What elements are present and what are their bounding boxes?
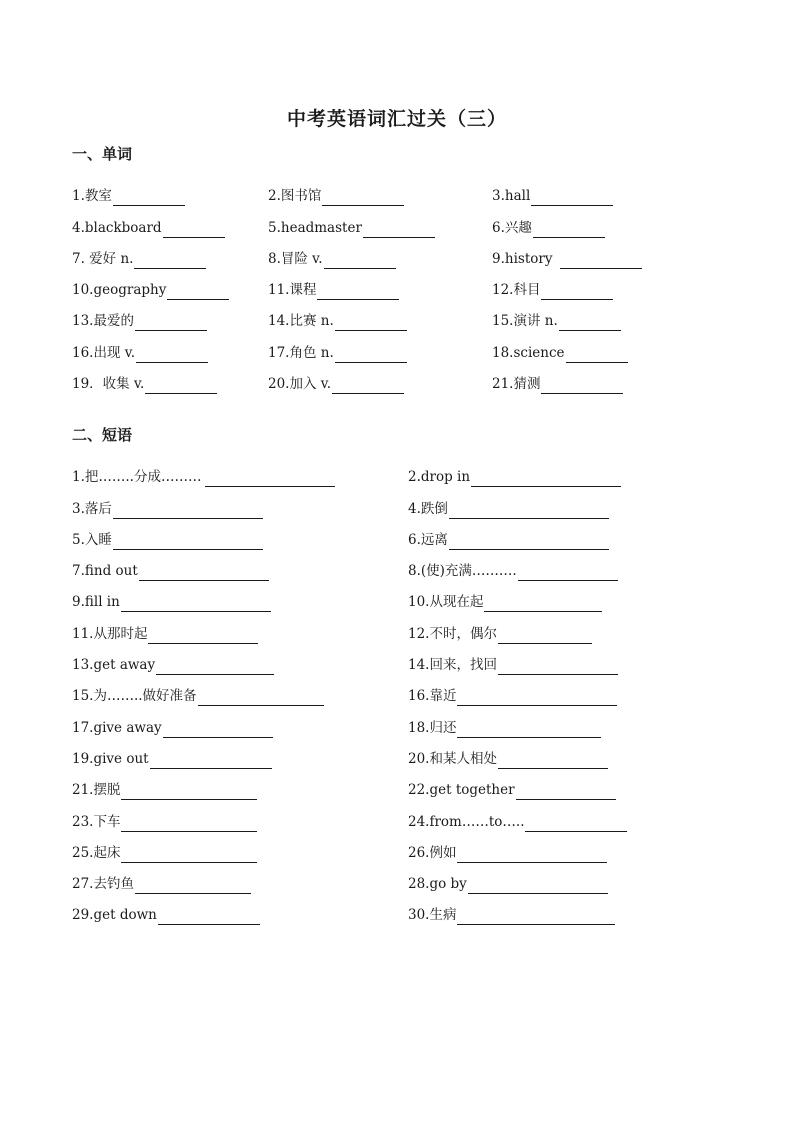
phrase-prompt: 22.get together xyxy=(408,782,515,799)
answer-blank[interactable] xyxy=(566,348,628,363)
answer-blank[interactable] xyxy=(498,754,608,769)
answer-blank[interactable] xyxy=(484,597,602,612)
phrase-prompt: 4.跌倒 xyxy=(408,500,448,517)
phrase-item xyxy=(408,738,672,769)
answer-blank[interactable] xyxy=(449,504,609,519)
phrase-item xyxy=(72,738,408,769)
word-prompt: 20.加入 v. xyxy=(268,376,332,393)
phrase-prompt: 6.远离 xyxy=(408,531,448,548)
answer-blank[interactable] xyxy=(449,535,609,550)
word-prompt: 7. 爱好 n. xyxy=(72,250,134,267)
answer-blank[interactable] xyxy=(324,254,396,269)
phrase-item xyxy=(408,863,672,894)
phrase-prompt: 2.drop in xyxy=(408,469,471,486)
word-item xyxy=(72,206,268,237)
word-prompt: 21.猜测 xyxy=(492,376,541,393)
phrase-item xyxy=(72,800,408,831)
answer-blank[interactable] xyxy=(121,848,257,863)
answer-blank[interactable] xyxy=(163,723,273,738)
answer-blank[interactable] xyxy=(113,191,185,206)
answer-blank[interactable] xyxy=(498,629,592,644)
phrase-prompt: 24.from……to….. xyxy=(408,813,525,830)
phrase-item xyxy=(72,706,408,737)
answer-blank[interactable] xyxy=(136,348,208,363)
phrase-item xyxy=(408,675,672,706)
word-prompt: 2.图书馆 xyxy=(268,188,322,205)
word-prompt: 4.blackboard xyxy=(72,219,162,236)
word-item xyxy=(492,206,672,237)
answer-blank[interactable] xyxy=(560,254,642,269)
phrase-prompt: 3.落后 xyxy=(72,500,112,517)
phrase-item xyxy=(72,832,408,863)
answer-blank[interactable] xyxy=(150,754,272,769)
phrase-item xyxy=(72,519,408,550)
answer-blank[interactable] xyxy=(121,597,271,612)
answer-blank[interactable] xyxy=(139,566,269,581)
phrase-prompt: 11.从那时起 xyxy=(72,625,148,642)
word-prompt: 11.课程 xyxy=(268,282,317,299)
section-heading-phrases: 二、短语 xyxy=(72,426,133,444)
word-item xyxy=(72,363,268,394)
word-prompt: 5.headmaster xyxy=(268,219,362,236)
word-item xyxy=(268,300,492,331)
answer-blank[interactable] xyxy=(332,379,404,394)
phrase-prompt: 27.去钓鱼 xyxy=(72,876,134,893)
phrase-prompt: 18.归还 xyxy=(408,719,457,736)
word-prompt: 12.科目 xyxy=(492,282,541,299)
phrase-item xyxy=(72,644,408,675)
word-item xyxy=(268,175,492,206)
word-item xyxy=(268,238,492,269)
word-item xyxy=(492,269,672,300)
phrase-prompt: 10.从现在起 xyxy=(408,594,484,611)
phrase-prompt: 9.fill in xyxy=(72,594,120,611)
word-prompt: 18.science xyxy=(492,344,565,361)
phrase-prompt: 13.get away xyxy=(72,657,156,674)
answer-blank[interactable] xyxy=(498,660,618,675)
phrase-item xyxy=(408,550,672,581)
phrase-prompt: 28.go by xyxy=(408,876,467,893)
phrase-item xyxy=(408,832,672,863)
word-item xyxy=(72,175,268,206)
word-item xyxy=(72,238,268,269)
answer-blank[interactable] xyxy=(113,535,263,550)
phrase-item xyxy=(408,519,672,550)
word-item xyxy=(268,363,492,394)
answer-blank[interactable] xyxy=(322,191,404,206)
word-prompt: 19．收集 v. xyxy=(72,376,145,393)
phrase-prompt: 23.下车 xyxy=(72,813,121,830)
answer-blank[interactable] xyxy=(335,348,407,363)
answer-blank[interactable] xyxy=(468,879,608,894)
phrase-prompt: 12.不时，偶尔 xyxy=(408,625,497,642)
page-title: 中考英语词汇过关（三） xyxy=(286,108,507,130)
answer-blank[interactable] xyxy=(457,691,617,706)
phrase-prompt: 14.回来，找回 xyxy=(408,657,497,674)
word-prompt: 17.角色 n. xyxy=(268,344,334,361)
answer-blank[interactable] xyxy=(148,629,258,644)
word-prompt: 6.兴趣 xyxy=(492,219,532,236)
phrase-item xyxy=(72,456,408,487)
word-item xyxy=(492,363,672,394)
phrase-item xyxy=(408,456,672,487)
word-prompt: 15.演讲 n. xyxy=(492,313,558,330)
word-prompt: 13.最爱的 xyxy=(72,313,134,330)
phrase-item xyxy=(408,487,672,518)
answer-blank[interactable] xyxy=(541,285,613,300)
answer-blank[interactable] xyxy=(135,316,207,331)
answer-blank[interactable] xyxy=(457,848,607,863)
phrase-prompt: 26.例如 xyxy=(408,844,457,861)
answer-blank[interactable] xyxy=(198,691,324,706)
phrase-prompt: 21.摆脱 xyxy=(72,782,121,799)
phrase-item xyxy=(408,894,672,925)
answer-blank[interactable] xyxy=(533,223,605,238)
answer-blank[interactable] xyxy=(471,472,621,487)
phrase-item xyxy=(72,612,408,643)
answer-blank[interactable] xyxy=(559,316,621,331)
answer-blank[interactable] xyxy=(135,879,251,894)
word-prompt: 10.geography xyxy=(72,282,167,299)
phrase-prompt: 17.give away xyxy=(72,719,162,736)
word-item xyxy=(492,175,672,206)
answer-blank[interactable] xyxy=(134,254,206,269)
word-item xyxy=(72,331,268,362)
word-item xyxy=(268,331,492,362)
phrase-prompt: 29.get down xyxy=(72,907,157,924)
phrase-item xyxy=(408,769,672,800)
phrase-item xyxy=(72,487,408,518)
word-item xyxy=(72,300,268,331)
phrase-prompt: 15.为……..做好准备 xyxy=(72,688,197,705)
answer-blank[interactable] xyxy=(121,785,257,800)
word-item xyxy=(492,300,672,331)
word-prompt: 9.history xyxy=(492,250,553,267)
phrase-prompt: 7.find out xyxy=(72,563,138,580)
word-list xyxy=(72,175,672,394)
phrase-prompt: 1.把……..分成……… xyxy=(72,469,202,486)
phrase-item xyxy=(408,612,672,643)
answer-blank[interactable] xyxy=(525,817,627,832)
word-prompt: 1.教室 xyxy=(72,188,112,205)
phrase-item xyxy=(72,550,408,581)
phrase-item xyxy=(72,863,408,894)
word-item xyxy=(72,269,268,300)
word-prompt: 14.比赛 n. xyxy=(268,313,334,330)
phrase-prompt: 20.和某人相处 xyxy=(408,750,497,767)
answer-blank[interactable] xyxy=(121,817,257,832)
phrase-prompt: 25.起床 xyxy=(72,844,121,861)
word-item xyxy=(492,331,672,362)
answer-blank[interactable] xyxy=(156,660,274,675)
answer-blank[interactable] xyxy=(167,285,229,300)
phrase-item xyxy=(72,581,408,612)
answer-blank[interactable] xyxy=(531,191,613,206)
answer-blank[interactable] xyxy=(541,379,623,394)
word-item xyxy=(268,206,492,237)
phrase-prompt: 30.生病 xyxy=(408,907,457,924)
phrase-item xyxy=(72,675,408,706)
answer-blank[interactable] xyxy=(113,504,263,519)
phrase-prompt: 19.give out xyxy=(72,750,149,767)
word-prompt: 3.hall xyxy=(492,188,531,205)
answer-blank[interactable] xyxy=(205,472,335,487)
answer-blank[interactable] xyxy=(518,566,618,581)
answer-blank[interactable] xyxy=(317,285,399,300)
answer-blank[interactable] xyxy=(457,723,601,738)
answer-blank[interactable] xyxy=(335,316,407,331)
section-heading-words: 一、单词 xyxy=(72,145,133,163)
answer-blank[interactable] xyxy=(363,223,435,238)
answer-blank[interactable] xyxy=(145,379,217,394)
word-item xyxy=(268,269,492,300)
phrase-item xyxy=(408,644,672,675)
answer-blank[interactable] xyxy=(457,910,615,925)
word-prompt: 16.出现 v. xyxy=(72,344,136,361)
answer-blank[interactable] xyxy=(516,785,616,800)
phrase-item xyxy=(72,769,408,800)
phrase-list xyxy=(72,456,672,925)
phrase-prompt: 5.入睡 xyxy=(72,531,112,548)
phrase-item xyxy=(408,706,672,737)
phrase-prompt: 16.靠近 xyxy=(408,688,457,705)
phrase-item xyxy=(408,581,672,612)
answer-blank[interactable] xyxy=(158,910,260,925)
word-prompt: 8.冒险 v. xyxy=(268,250,323,267)
phrase-item xyxy=(408,800,672,831)
word-item xyxy=(492,238,672,269)
phrase-item xyxy=(72,894,408,925)
answer-blank[interactable] xyxy=(163,223,225,238)
phrase-prompt: 8.(使)充满………. xyxy=(408,563,517,580)
